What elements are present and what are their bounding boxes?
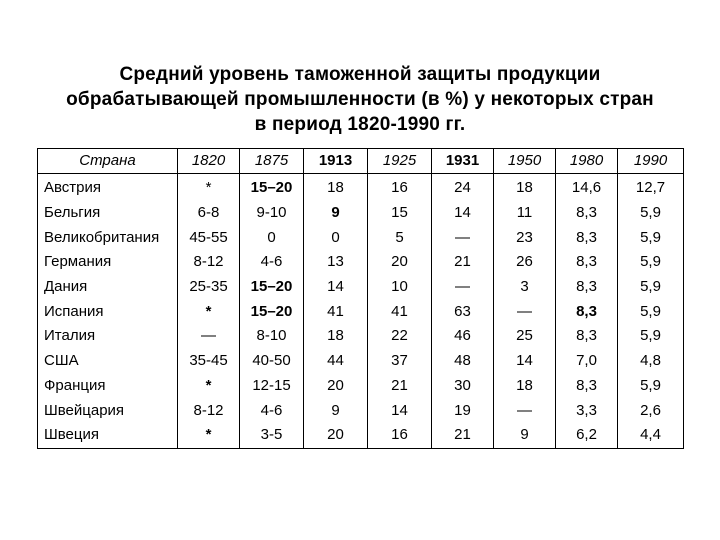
value-cell: 16 (368, 174, 432, 201)
country-cell: Великобритания (38, 225, 178, 250)
value-cell: 9 (304, 201, 368, 226)
title-line-2: обрабатывающей промышленности (в %) у некоторых стран (66, 89, 654, 110)
table-row (38, 398, 684, 423)
country-cell: Швеция (38, 423, 178, 448)
value-cell: 48 (432, 349, 494, 374)
value-cell: 18 (304, 324, 368, 349)
value-cell: * (178, 174, 240, 201)
value-cell: — (432, 275, 494, 300)
value-cell: 3,3 (556, 398, 618, 423)
table-row (38, 349, 684, 374)
table-row (38, 174, 684, 201)
value-cell: 16 (368, 423, 432, 448)
value-cell: 4-6 (240, 398, 304, 423)
value-cell: 5,9 (618, 299, 684, 324)
value-cell: 12-15 (240, 374, 304, 399)
value-cell: 25 (494, 324, 556, 349)
value-cell: 3 (494, 275, 556, 300)
country-cell: Германия (38, 250, 178, 275)
value-cell: 4,8 (618, 349, 684, 374)
value-cell: 9 (494, 423, 556, 448)
value-cell: — (432, 225, 494, 250)
table-row (38, 201, 684, 226)
country-cell: Италия (38, 324, 178, 349)
value-cell: — (494, 398, 556, 423)
header-year-1980: 1980 (556, 149, 618, 174)
header-year-1875: 1875 (240, 149, 304, 174)
header-year-1925: 1925 (368, 149, 432, 174)
value-cell: 14 (304, 275, 368, 300)
header-year-1950: 1950 (494, 149, 556, 174)
value-cell: 30 (432, 374, 494, 399)
value-cell: 0 (240, 225, 304, 250)
value-cell: 0 (304, 225, 368, 250)
value-cell: 35-45 (178, 349, 240, 374)
value-cell: 8,3 (556, 324, 618, 349)
value-cell: 14 (494, 349, 556, 374)
value-cell: 20 (368, 250, 432, 275)
value-cell: 5,9 (618, 225, 684, 250)
table-row (38, 374, 684, 399)
value-cell: 8,3 (556, 225, 618, 250)
value-cell: * (178, 374, 240, 399)
country-cell: Австрия (38, 174, 178, 201)
table-row (38, 250, 684, 275)
value-cell: 4-6 (240, 250, 304, 275)
value-cell: 4,4 (618, 423, 684, 448)
value-cell: 6-8 (178, 201, 240, 226)
table-row (38, 225, 684, 250)
value-cell: 15 (368, 201, 432, 226)
table-row (38, 275, 684, 300)
value-cell: 5,9 (618, 374, 684, 399)
value-cell: 14 (368, 398, 432, 423)
table-header-row (38, 149, 684, 174)
value-cell: 21 (432, 250, 494, 275)
value-cell: 8,3 (556, 201, 618, 226)
value-cell: * (178, 299, 240, 324)
value-cell: 13 (304, 250, 368, 275)
value-cell: 5 (368, 225, 432, 250)
value-cell: 8,3 (556, 275, 618, 300)
value-cell: 5,9 (618, 275, 684, 300)
value-cell: 5,9 (618, 201, 684, 226)
value-cell: 8,3 (556, 374, 618, 399)
page-title (30, 62, 690, 137)
value-cell: 20 (304, 374, 368, 399)
value-cell: 8-10 (240, 324, 304, 349)
value-cell: 21 (432, 423, 494, 448)
value-cell: 63 (432, 299, 494, 324)
value-cell: 10 (368, 275, 432, 300)
value-cell: 41 (304, 299, 368, 324)
value-cell: 44 (304, 349, 368, 374)
title-line-3: в период 1820-1990 гг. (254, 114, 466, 135)
country-cell: Швейцария (38, 398, 178, 423)
value-cell: — (178, 324, 240, 349)
table-row (38, 299, 684, 324)
value-cell: 5,9 (618, 250, 684, 275)
country-cell: Дания (38, 275, 178, 300)
tariff-table (37, 148, 684, 449)
value-cell: 15–20 (240, 174, 304, 201)
country-cell: Франция (38, 374, 178, 399)
value-cell: 15–20 (240, 275, 304, 300)
header-year-1913: 1913 (304, 149, 368, 174)
table-row (38, 423, 684, 448)
value-cell: 18 (304, 174, 368, 201)
header-year-1820: 1820 (178, 149, 240, 174)
value-cell: 8,3 (556, 299, 618, 324)
value-cell: 24 (432, 174, 494, 201)
value-cell: 7,0 (556, 349, 618, 374)
value-cell: 6,2 (556, 423, 618, 448)
country-cell: США (38, 349, 178, 374)
value-cell: 20 (304, 423, 368, 448)
header-country: Страна (38, 149, 178, 174)
value-cell: 8-12 (178, 398, 240, 423)
value-cell: 14,6 (556, 174, 618, 201)
value-cell: 26 (494, 250, 556, 275)
title-line-1: Средний уровень таможенной защиты продукции (119, 64, 601, 85)
header-year-1990: 1990 (618, 149, 684, 174)
value-cell: 41 (368, 299, 432, 324)
value-cell: 2,6 (618, 398, 684, 423)
value-cell: 18 (494, 174, 556, 201)
table-row (38, 324, 684, 349)
value-cell: 22 (368, 324, 432, 349)
value-cell: 45-55 (178, 225, 240, 250)
header-year-1931: 1931 (432, 149, 494, 174)
value-cell: 15–20 (240, 299, 304, 324)
value-cell: 9-10 (240, 201, 304, 226)
value-cell: 25-35 (178, 275, 240, 300)
value-cell: 14 (432, 201, 494, 226)
country-cell: Испания (38, 299, 178, 324)
value-cell: 3-5 (240, 423, 304, 448)
value-cell: 5,9 (618, 324, 684, 349)
value-cell: 19 (432, 398, 494, 423)
value-cell: 12,7 (618, 174, 684, 201)
country-cell: Бельгия (38, 201, 178, 226)
value-cell: * (178, 423, 240, 448)
value-cell: 8,3 (556, 250, 618, 275)
value-cell: 9 (304, 398, 368, 423)
value-cell: 46 (432, 324, 494, 349)
value-cell: 40-50 (240, 349, 304, 374)
value-cell: 37 (368, 349, 432, 374)
value-cell: 8-12 (178, 250, 240, 275)
value-cell: 23 (494, 225, 556, 250)
value-cell: 21 (368, 374, 432, 399)
value-cell: 18 (494, 374, 556, 399)
value-cell: 11 (494, 201, 556, 226)
value-cell: — (494, 299, 556, 324)
